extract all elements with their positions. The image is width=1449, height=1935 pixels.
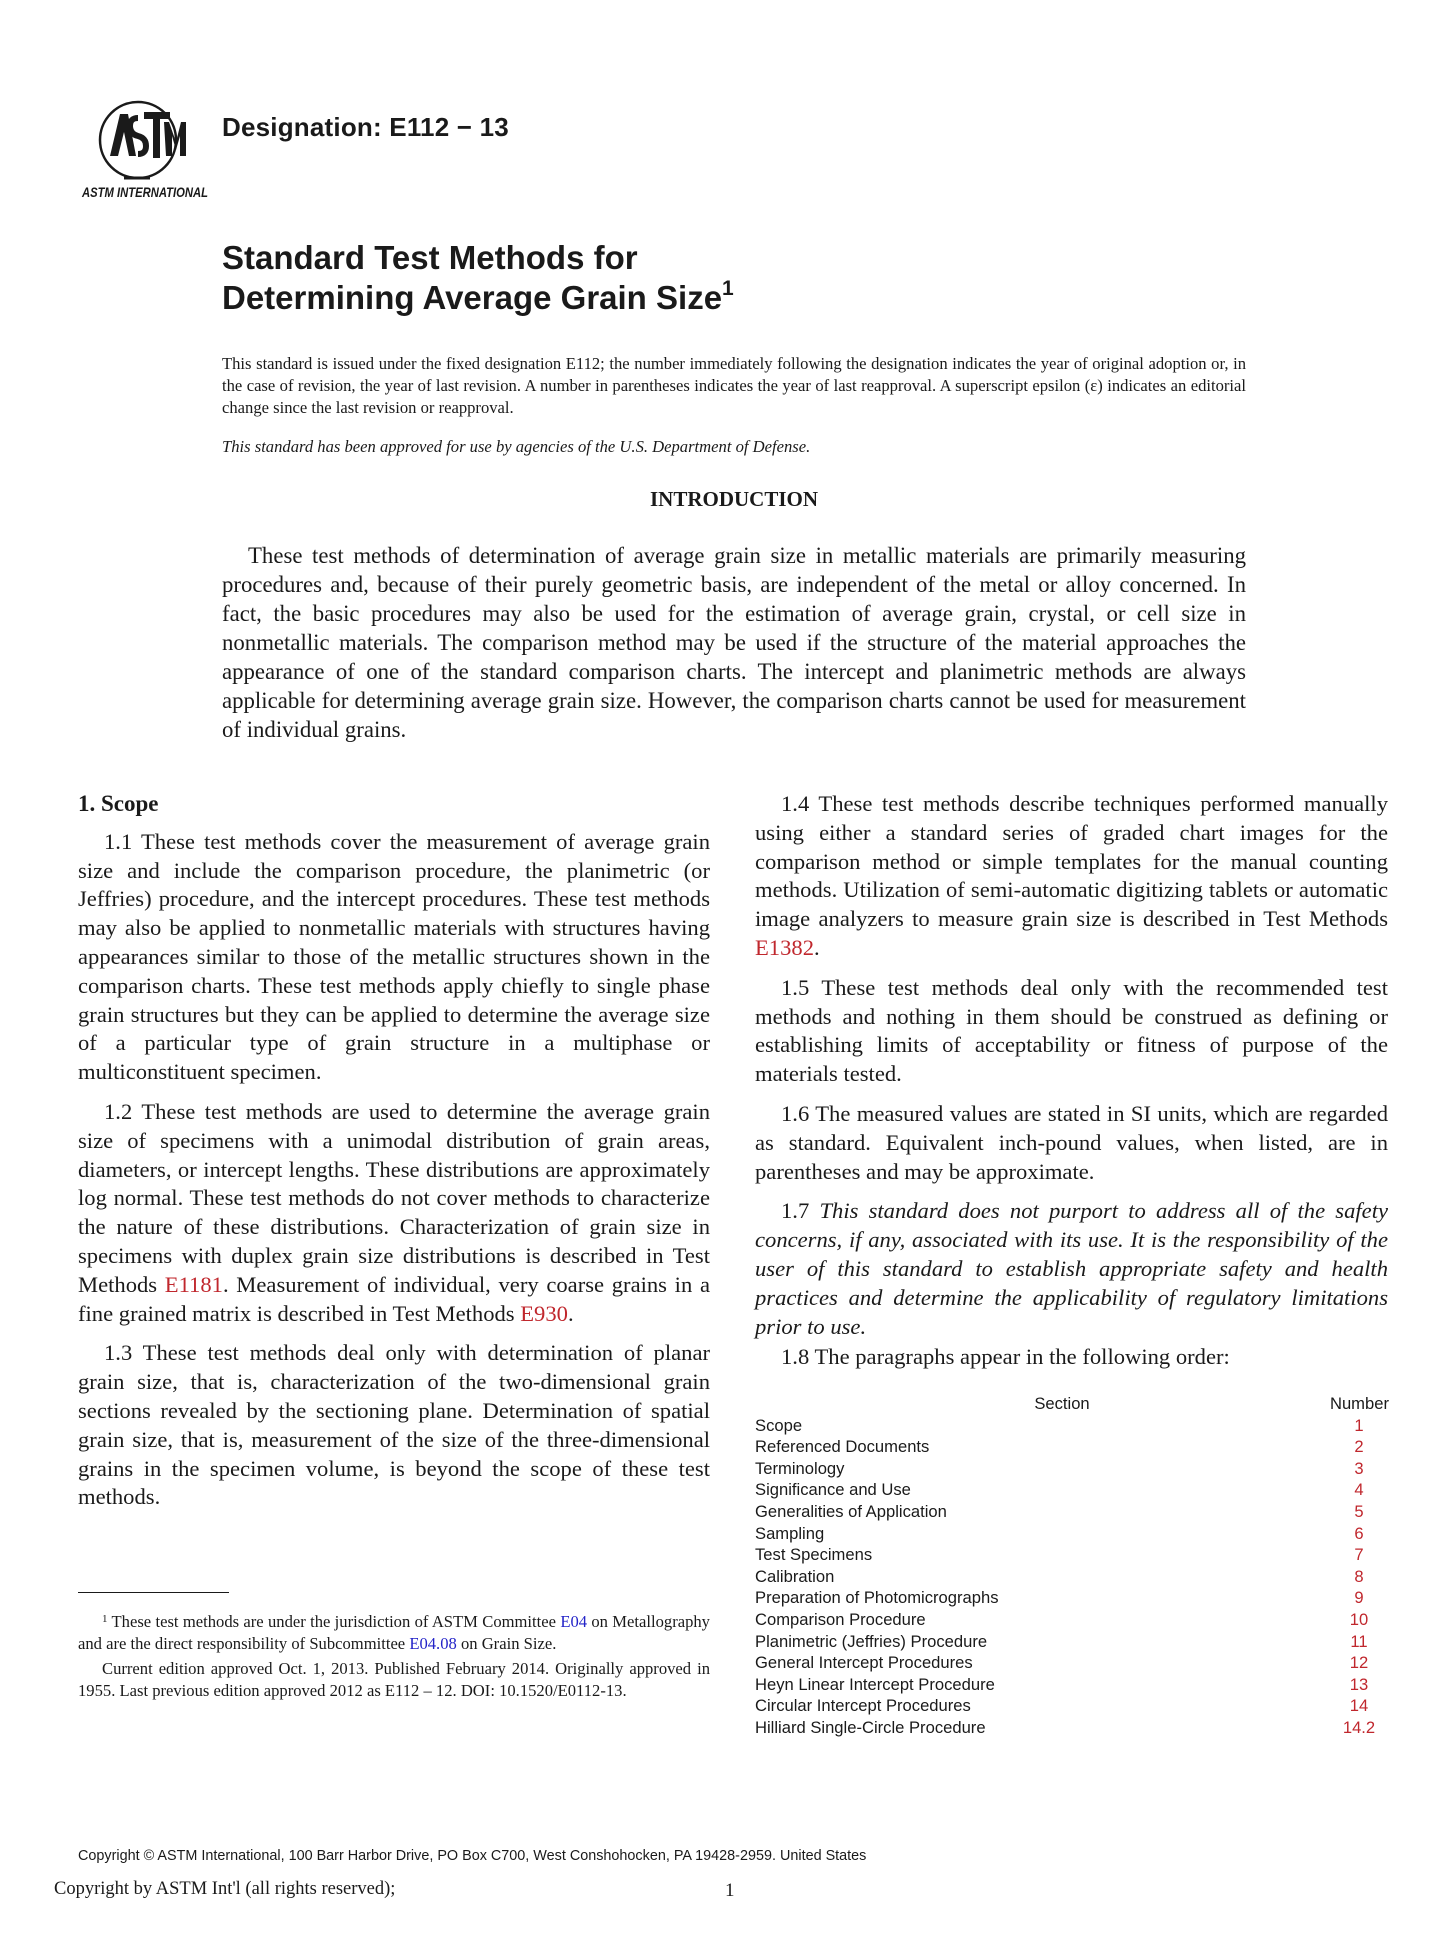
section-table-row <box>755 1717 1389 1739</box>
section-table-row <box>755 1674 1389 1696</box>
section-number-link[interactable]: 14.2 <box>1342 1717 1376 1737</box>
section-number-link[interactable]: 7 <box>1354 1545 1364 1565</box>
section-table-row <box>755 1479 1389 1501</box>
paragraph-1-1: 1.1 These test methods cover the measurement of average grain size and include the comparison procedure, the planimetric (or Jeffries) procedure, and the intercept procedures. These test methods may also be applied to nonmetallic materials with structures having appearances similar to those of the metallic structures shown in the comparison charts. These test methods apply chiefly to single phase grain structures but they can be applied to determine the average size of a particular type of grain structure in a multiphase or multiconstituent specimen. <box>78 828 710 1085</box>
paragraph-1-2 <box>78 1098 710 1328</box>
footnote-divider <box>78 1592 229 1593</box>
section-number-link[interactable]: 14 <box>1349 1696 1369 1716</box>
section-table-row <box>755 1415 1389 1437</box>
footnote-text-a: These test methods are under the jurisdiction of ASTM Committee <box>111 1612 561 1631</box>
section-name: Comparison Procedure <box>755 1609 926 1629</box>
section-table-body <box>755 1415 1389 1739</box>
section-number-link[interactable]: 3 <box>1354 1458 1364 1478</box>
section-number-link[interactable]: 5 <box>1354 1501 1364 1521</box>
section-table-row <box>755 1458 1389 1480</box>
issued-notice: This standard is issued under the fixed designation E112; the number immediately following the designation indicates the year of original adoption or, in the case of revision, the year of last revision. A number in parentheses indicates the year of last reapproval. A superscript epsilon (ε) indicates an editorial change since the last revision or reapproval. <box>222 354 1246 417</box>
footnote <box>78 1611 710 1705</box>
approval-notice: This standard has been approved for use by agencies of the U.S. Department of Defense. <box>222 437 811 456</box>
footnote-text-c: on Grain Size. <box>456 1633 557 1653</box>
paragraph-1-7 <box>755 1197 1388 1341</box>
section-number-link[interactable]: 1 <box>1354 1415 1364 1435</box>
section-table-row <box>755 1631 1389 1653</box>
astm-logo <box>80 92 210 204</box>
section-table-row <box>755 1652 1389 1674</box>
section-table-row <box>755 1566 1389 1588</box>
section-name: Significance and Use <box>755 1480 911 1500</box>
section-name: Scope <box>755 1415 803 1435</box>
paragraph-1-6: 1.6 The measured values are stated in SI units, which are regarded as standard. Equivalent inch-pound values, when listed, are in parentheses and may be approximate. <box>755 1100 1388 1184</box>
title-line-2-text: Determining Average Grain Size <box>222 279 723 316</box>
footnote-jurisdiction <box>78 1611 710 1654</box>
section-table-header <box>755 1393 1389 1415</box>
title-line-1: Standard Test Methods for <box>222 239 638 276</box>
section-number-link[interactable]: 9 <box>1354 1588 1364 1608</box>
section-table-row <box>755 1695 1389 1717</box>
footnote-text-b: on Metallography and are the direct responsibility of Subcommittee <box>78 1612 710 1653</box>
section-name: Terminology <box>755 1458 845 1478</box>
paragraph-1-5: 1.5 These test methods deal only with the recommended test methods and nothing in them should be construed as defining or establishing limits of acceptability or fitness of purpose of the materials tested. <box>755 974 1388 1087</box>
paragraph-1-2-text-c: . <box>567 1300 574 1326</box>
designation: Designation: E112 − 13 <box>222 112 509 142</box>
section-table-row <box>755 1587 1389 1609</box>
section-name: Hilliard Single-Circle Procedure <box>755 1717 986 1737</box>
title-line-2 <box>222 278 734 318</box>
section-name: Circular Intercept Procedures <box>755 1696 971 1716</box>
section-table-row <box>755 1609 1389 1631</box>
rights-notice: Copyright by ASTM Int'l (all rights reserved); <box>54 1879 396 1899</box>
right-column <box>755 790 1388 1383</box>
section-number-link[interactable]: 6 <box>1354 1523 1364 1543</box>
section-number-link[interactable]: 2 <box>1354 1437 1364 1457</box>
section-name: Preparation of Photomicrographs <box>755 1588 999 1608</box>
section-name: Referenced Documents <box>755 1437 930 1457</box>
paragraph-1-7-text: This standard does not purport to address all of the safety concerns, if any, associated with its use. It is the responsibility of the user of this standard to establish appropriate safety and health practices and determine the applicability of regulatory limitations prior to use. <box>755 1198 1388 1339</box>
link-e930[interactable]: E930 <box>520 1300 568 1326</box>
introduction-text: These test methods of determination of average grain size in metallic materials are primarily measuring procedures and, because of their purely geometric basis, are independent of the metal or alloy concerned. In fact, the basic procedures may also be used for the estimation of average grain, crystal, or cell size in nonmetallic materials. The comparison method may be used if the structure of the material approaches the appearance of one of the standard comparison charts. The intercept and planimetric methods are always applicable for determining average grain size. However, the comparison charts cannot be used for measurement of individual grains. <box>222 543 1246 742</box>
paragraph-1-4 <box>755 790 1388 963</box>
section-name: Generalities of Application <box>755 1501 947 1521</box>
left-column <box>78 790 710 1523</box>
section-table <box>755 1393 1389 1739</box>
footnote-edition: Current edition approved Oct. 1, 2013. Published February 2014. Originally approved in 1955. Last previous edition approved 2012 as E112 – 12. DOI: 10.1520/E0112-13. <box>78 1659 710 1700</box>
section-table-row <box>755 1501 1389 1523</box>
section-table-row <box>755 1544 1389 1566</box>
section-number-link[interactable]: 13 <box>1349 1674 1369 1694</box>
link-e1181[interactable]: E1181 <box>164 1271 223 1297</box>
scope-heading: 1. Scope <box>78 791 159 816</box>
section-number-link[interactable]: 11 <box>1350 1631 1368 1651</box>
page-number: 1 <box>725 1880 735 1901</box>
section-number-link[interactable]: 4 <box>1354 1480 1364 1500</box>
section-name: Test Specimens <box>755 1545 873 1565</box>
paragraph-1-2-text-b: . Measurement of individual, very coarse grains in a fine grained matrix is described in Test Methods <box>78 1271 710 1326</box>
section-table-row <box>755 1436 1389 1458</box>
link-e04[interactable]: E04 <box>560 1612 588 1631</box>
paragraph-1-7-number: 1.7 <box>781 1198 820 1224</box>
logo-wordmark: ASTM INTERNATIONAL <box>81 184 208 200</box>
section-number-link[interactable]: 12 <box>1349 1653 1369 1673</box>
paragraph-1-2-text-a: 1.2 These test methods are used to determine the average grain size of specimens with a unimodal distribution of grain areas, diameters, or intercept lengths. These distributions are approximately log normal. These test methods do not cover methods to characterize the nature of these distributions. Characterization of grain size in specimens with duplex grain size distributions is described in Test Methods <box>78 1098 710 1297</box>
introduction-heading: INTRODUCTION <box>649 487 819 511</box>
document-title <box>222 238 734 318</box>
copyright-notice: Copyright © ASTM International, 100 Barr Harbor Drive, PO Box C700, West Conshohocken, PA 19428-2959. United States <box>78 1848 867 1864</box>
number-column-header: Number <box>1329 1394 1389 1413</box>
section-name: General Intercept Procedures <box>755 1653 973 1673</box>
section-name: Planimetric (Jeffries) Procedure <box>755 1631 988 1651</box>
link-e1382[interactable]: E1382 <box>755 934 814 960</box>
paragraph-1-4-text-a: 1.4 These test methods describe techniques performed manually using either a standard series of graded chart images for the comparison method or simple templates for the manual counting methods. Utilization of semi-automatic digitizing tablets or automatic image analyzers to measure grain size is described in Test Methods <box>755 791 1388 932</box>
paragraph-1-8: 1.8 The paragraphs appear in the following order: <box>781 1344 1230 1370</box>
link-e04-08[interactable]: E04.08 <box>409 1633 457 1653</box>
section-number-link[interactable]: 10 <box>1349 1609 1369 1629</box>
section-name: Sampling <box>755 1523 825 1543</box>
section-column-header: Section <box>1034 1394 1090 1413</box>
section-table-row <box>755 1523 1389 1545</box>
footnote-mark: 1 <box>102 1613 108 1625</box>
paragraph-1-3: 1.3 These test methods deal only with determination of planar grain size, that is, characterization of the two-dimensional grain sections revealed by the sectioning plane. Determination of spatial grain size, that is, measurement of the size of the three-dimensional grains in the specimen volume, is beyond the scope of these test methods. <box>78 1340 710 1510</box>
section-name: Heyn Linear Intercept Procedure <box>755 1674 995 1694</box>
section-number-link[interactable]: 8 <box>1354 1566 1364 1586</box>
section-name: Calibration <box>755 1566 835 1586</box>
paragraph-1-4-text-b: . <box>814 934 820 960</box>
title-footnote-mark: 1 <box>722 277 734 300</box>
